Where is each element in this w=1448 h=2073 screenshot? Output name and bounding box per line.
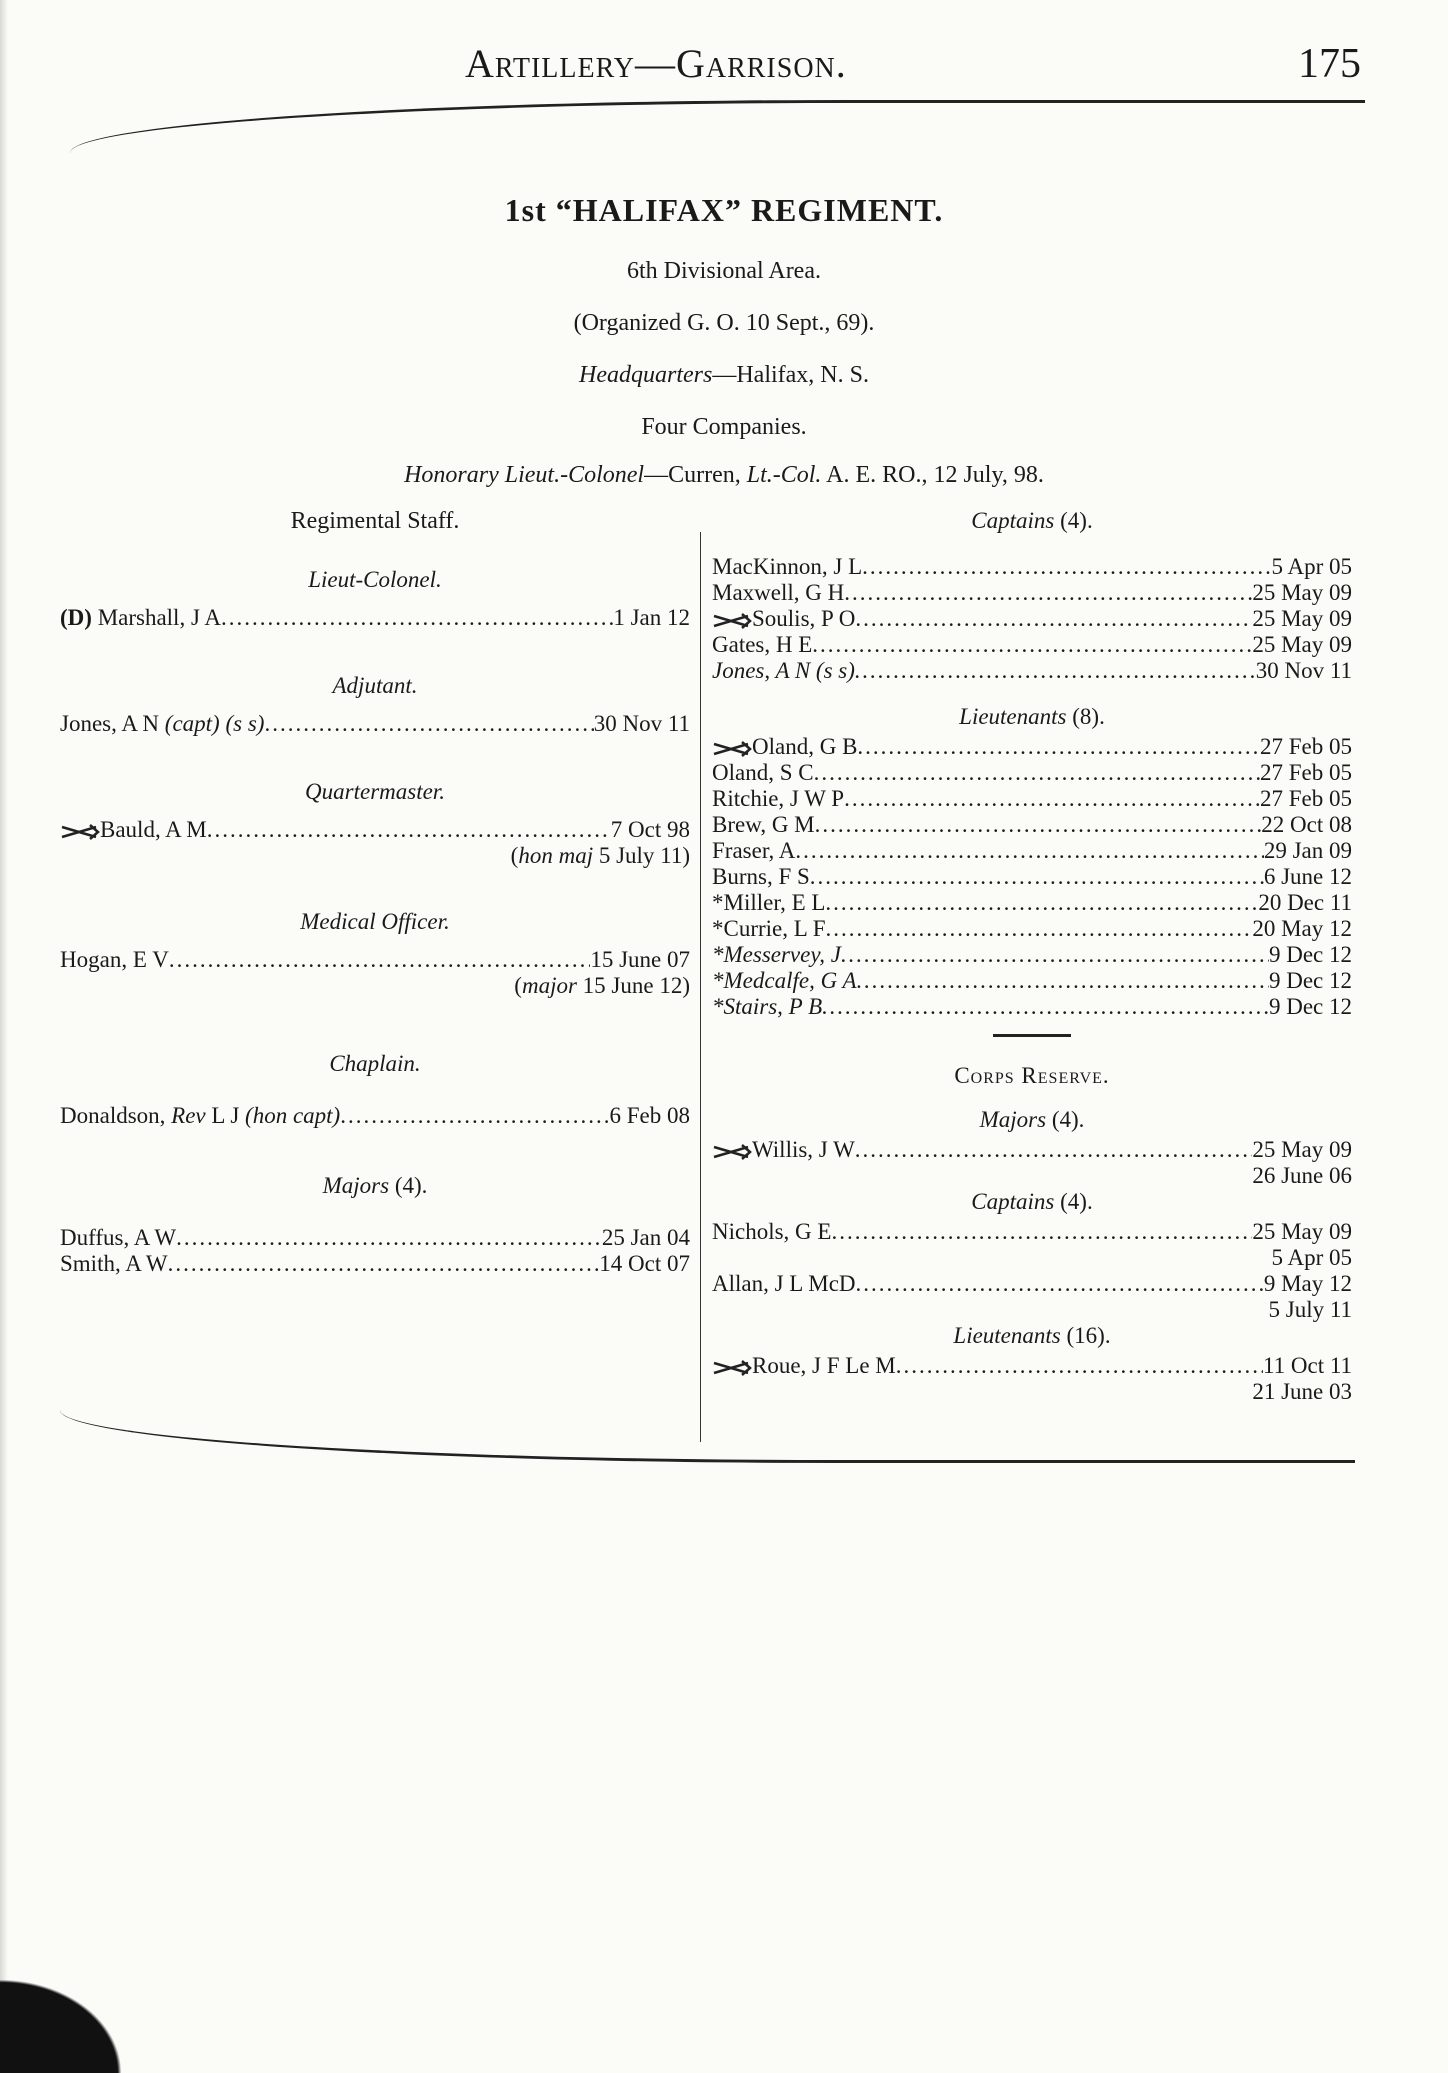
entry-name: Allan, J L McD [712,1271,856,1296]
entry-date: 9 Dec 12 [1268,994,1352,1019]
entry-name [712,864,810,890]
adjutant-entry [60,711,690,737]
chaplain-entry [60,1103,690,1129]
entry-name [712,838,795,864]
heading-text: Lieutenants [959,704,1067,729]
list-item [712,812,1352,838]
entry-name [712,760,814,786]
heading-count: (8). [1066,704,1105,729]
entry-date: 11 Oct 11 [1262,1353,1352,1378]
entry-date: 15 June 07 [590,947,690,972]
name-text: Brew, G M [712,812,815,837]
entry-name [712,916,826,942]
note-rank: major [521,973,577,998]
leader-dots [826,916,1253,942]
leader-dots [221,605,613,631]
bottom-rule [60,1410,1355,1463]
name-text: Oland, G B [752,734,858,759]
name-text: *Miller, E L [712,890,826,915]
left-column [60,508,690,1277]
heading-text: Majors [322,1173,390,1198]
quartermaster-heading: Quartermaster. [305,779,445,804]
name-text: Jones, A N [60,711,165,736]
name-text: *Stairs, P B [712,994,823,1019]
entry-name [712,994,822,1020]
cr-captain-entry [712,1219,1352,1245]
entry-date: 14 Oct 07 [599,1251,690,1276]
leader-dots [857,734,1260,760]
right-column [712,508,1352,1405]
headquarters-line [0,362,1448,389]
lieutenants-heading [712,704,1352,730]
entry-name: Duffus, A W [60,1225,177,1250]
name-text: Jones, A N (s s) [712,658,855,683]
entry-date: 20 May 12 [1252,916,1352,941]
entry-date: 29 Jan 09 [1263,838,1352,863]
chaplain-heading: Chaplain. [329,1051,421,1076]
qualification: (hon capt) [245,1103,341,1128]
lieutenants-list [712,734,1352,1020]
leader-dots [841,942,1269,968]
heading-count: (4). [1046,1107,1085,1132]
entry-date: 1 Jan 12 [613,605,690,630]
entry-date: 30 Nov 11 [593,711,690,736]
entry-name [60,1103,340,1129]
name-text: Maxwell, G H [712,580,845,605]
leader-dots [855,1137,1253,1163]
crossed-swords-icon [60,824,100,840]
heading-count: (4). [389,1173,428,1198]
entry-date: 5 Apr 05 [1271,554,1352,579]
note-date: 5 July 11) [593,843,690,868]
note-rank: hon maj [518,843,594,868]
lieut-colonel-entry [60,605,690,631]
entry-date: 9 May 12 [1263,1271,1352,1296]
entry-date: 6 Feb 08 [609,1103,690,1128]
name-text: Donaldson, [60,1103,172,1128]
leader-dots [822,994,1269,1020]
list-item [712,890,1352,916]
crossed-swords-icon [712,741,752,757]
list-item [712,760,1352,786]
entry-name [60,711,264,737]
name-text: Soulis, P O [752,606,856,631]
name-text-2: L J [205,1103,246,1128]
name-text: Ritchie, J W P [712,786,845,811]
entry-date: 9 Dec 12 [1268,942,1352,967]
leader-dots [814,760,1260,786]
regimental-staff-heading: Regimental Staff. [290,508,460,534]
entry-name [712,658,855,684]
entry-date: 6 June 12 [1263,864,1352,889]
additional-date: 5 Apr 05 [1271,1245,1352,1270]
divisional-area: 6th Divisional Area. [627,258,821,284]
adjutant-heading: Adjutant. [332,673,418,698]
entry-name [712,968,857,994]
list-item [712,632,1352,658]
name-text: Gates, H E [712,632,813,657]
entry-name [712,812,815,838]
honorary-value-a: —Curren, [644,462,747,488]
leader-dots [810,864,1264,890]
name-text: *Messervey, J [712,942,841,967]
leader-dots [169,947,591,973]
running-title: Artillery—Garrison. [465,41,847,86]
entry-name [712,580,844,606]
entry-date: 25 May 09 [1252,606,1352,631]
list-item [712,734,1352,760]
cr-lieutenant-entry [712,1353,1352,1379]
leader-dots [831,1219,1252,1245]
name-text: *Currie, L F [712,916,826,941]
name-text: Fraser, A [712,838,796,863]
regiment-title: 1st “HALIFAX” REGIMENT. [504,192,944,228]
medical-officer-heading: Medical Officer. [300,909,450,934]
list-item [712,942,1352,968]
captains-list [712,554,1352,684]
name-text: Willis, J W [752,1137,855,1162]
column-divider [700,532,701,1442]
companies-line: Four Companies. [641,414,807,440]
cr-major-entry [712,1137,1352,1163]
crossed-swords-icon [712,1144,752,1160]
list-item [712,606,1352,632]
leader-dots [896,1353,1263,1379]
entry-date: 27 Feb 05 [1260,760,1352,785]
heading-text: Captains [971,1189,1055,1214]
crossed-swords-icon [712,1360,752,1376]
note-date: 15 June 12) [576,973,690,998]
entry-date: 7 Oct 98 [610,817,690,842]
list-item [712,864,1352,890]
entry-date: 25 May 09 [1252,580,1352,605]
corps-reserve-heading: Corps Reserve. [954,1063,1110,1088]
entry-name [712,786,844,812]
entry-date: 27 Feb 05 [1260,786,1352,811]
cr-captains-heading [712,1189,1352,1215]
entry-date: 9 Dec 12 [1268,968,1352,993]
additional-date: 21 June 03 [1252,1379,1352,1404]
leader-dots [176,1225,602,1251]
page-number: 175 [1298,41,1361,87]
entry-name [60,817,207,843]
medical-officer-note: (major 15 June 12) [514,973,690,998]
crossed-swords-icon [712,613,752,629]
page-header [0,40,1448,100]
leader-dots [815,812,1262,838]
name-text: *Medcalfe, G A [712,968,857,993]
entry-name: Hogan, E V [60,947,169,972]
leader-dots [207,817,611,843]
heading-count: (4). [1054,508,1093,533]
headquarters-value: —Halifax, N. S. [712,362,869,388]
entry-name [60,605,221,631]
honorary-rank: Lt.-Col. [746,462,822,488]
cr-lieutenants-heading [712,1323,1352,1349]
section-rule [993,1034,1071,1037]
leader-dots [862,554,1271,580]
page-curl-shadow [0,1873,260,2073]
entry-date: 20 Dec 11 [1258,890,1352,915]
honorary-line [0,462,1448,489]
quartermaster-entry [60,817,690,843]
heading-count: (16). [1060,1323,1111,1348]
cr-majors-heading [712,1107,1352,1133]
name-text: Bauld, A M [100,817,207,842]
entry-date: 25 Jan 04 [601,1225,690,1250]
entry-name [712,942,841,968]
entry-date: 25 May 09 [1252,1219,1352,1244]
cr-captain-entry [712,1271,1352,1297]
headquarters-label: Headquarters [579,362,713,388]
entry-name [712,632,812,658]
entry-date: 27 Feb 05 [1260,734,1352,759]
entry-name: Smith, A W [60,1251,168,1276]
leader-dots [825,890,1258,916]
majors-heading [60,1173,690,1199]
entry-name [712,554,862,580]
entry-name: Nichols, G E [712,1219,832,1244]
name-text: Marshall, J A [91,605,221,630]
list-item [712,786,1352,812]
major-entry [60,1225,690,1251]
distinction-prefix: (D) [60,605,92,630]
leader-dots [857,968,1269,994]
additional-date: 26 June 06 [1252,1163,1352,1188]
leader-dots [264,711,593,737]
major-entry [60,1251,690,1277]
quartermaster-note: (hon maj 5 July 11) [510,843,690,868]
leader-dots [795,838,1263,864]
list-item [712,838,1352,864]
list-item [712,968,1352,994]
name-text: MacKinnon, J L [712,554,863,579]
name-text: Oland, S C [712,760,814,785]
top-rule [70,100,1365,153]
organized-line: (Organized G. O. 10 Sept., 69). [573,310,875,336]
lieut-colonel-heading: Lieut-Colonel. [308,567,442,592]
captains-heading [712,508,1352,534]
entry-name [712,1353,896,1379]
entry-date: 25 May 09 [1252,632,1352,657]
heading-text: Captains [971,508,1055,533]
leader-dots [844,580,1252,606]
entry-name [712,606,855,632]
heading-count: (4). [1054,1189,1093,1214]
leader-dots [812,632,1252,658]
name-text: Burns, F S [712,864,810,889]
medical-officer-entry [60,947,690,973]
leader-dots [844,786,1260,812]
entry-date: 22 Oct 08 [1261,812,1352,837]
list-item [712,554,1352,580]
list-item [712,916,1352,942]
leader-dots [856,1271,1264,1297]
list-item [712,580,1352,606]
leader-dots [340,1103,609,1129]
leader-dots [168,1251,600,1277]
list-item [712,658,1352,684]
leader-dots [855,658,1256,684]
heading-text: Majors [979,1107,1047,1132]
rev-title: Rev [171,1103,206,1128]
entry-date: 25 May 09 [1252,1137,1352,1162]
honorary-label: Honorary Lieut.-Colonel [404,462,645,488]
additional-date: 5 July 11 [1268,1297,1352,1322]
list-item [712,994,1352,1020]
heading-text: Lieutenants [953,1323,1061,1348]
entry-name [712,734,857,760]
qualification: (capt) (s s) [164,711,265,736]
name-text: Roue, J F Le M [752,1353,896,1378]
entry-name [712,890,825,916]
entry-date: 30 Nov 11 [1255,658,1352,683]
entry-name [712,1137,855,1163]
honorary-value-b: A. E. RO., 12 July, 98. [821,462,1044,488]
leader-dots [855,606,1252,632]
